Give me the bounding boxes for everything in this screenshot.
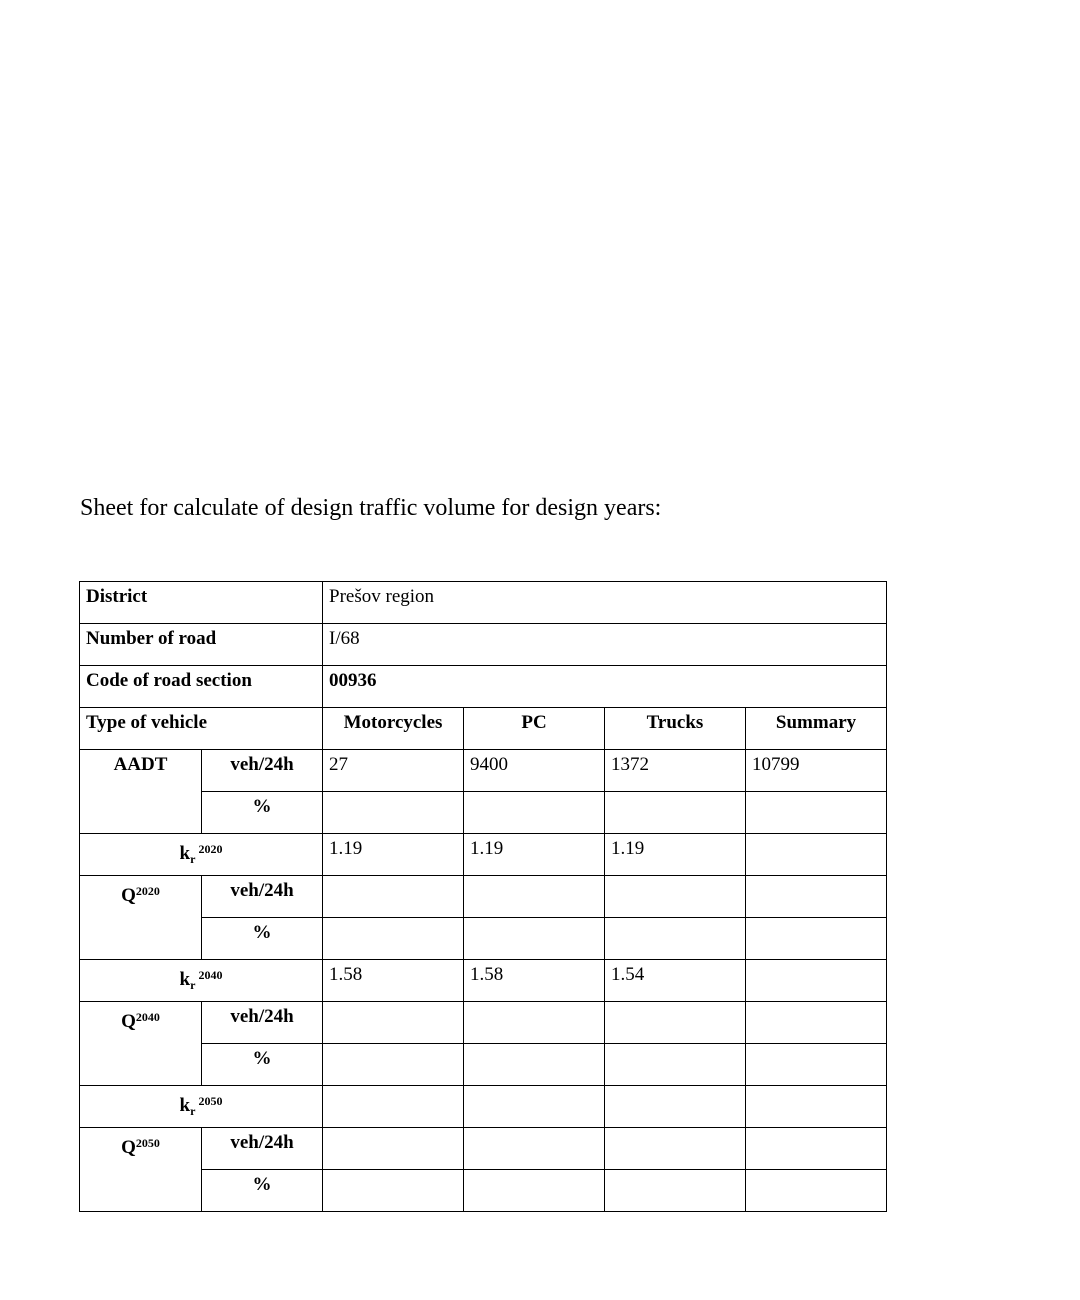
q-2020-veh-pc <box>464 876 605 918</box>
q-2020-pct-pc <box>464 918 605 960</box>
q-2020-label: $Q^{2020}$ <box>80 876 202 960</box>
q-2050-pct-row <box>80 1170 887 1212</box>
unit-veh: veh/24h <box>202 750 323 792</box>
q-2050-label: $Q^{2050}$ <box>80 1128 202 1212</box>
q-2040-veh-motorcycles <box>323 1002 464 1044</box>
district-value: Prešov region <box>323 582 887 624</box>
unit-pct: % <box>202 1044 323 1086</box>
section-code-row <box>80 666 887 708</box>
q-2050-pct-motorcycles <box>323 1170 464 1212</box>
unit-pct: % <box>202 1170 323 1212</box>
q-2040-label: $Q^{2040}$ <box>80 1002 202 1086</box>
q-2040-pct-row <box>80 1044 887 1086</box>
kr-2020-trucks: 1.19 <box>605 834 746 876</box>
kr-2020-summary <box>746 834 887 876</box>
aadt-pct-trucks <box>605 792 746 834</box>
kr-2040-summary <box>746 960 887 1002</box>
q-2020-pct-row <box>80 918 887 960</box>
traffic-volume-table <box>79 581 887 1212</box>
road-number-row <box>80 624 887 666</box>
q-2050-veh-row <box>80 1128 887 1170</box>
q-2040-veh-row <box>80 1002 887 1044</box>
q-2040-veh-pc <box>464 1002 605 1044</box>
district-label: District <box>80 582 323 624</box>
kr-2020-label: $k_r^{2020}$ <box>80 834 323 876</box>
kr-2040-motorcycles: 1.58 <box>323 960 464 1002</box>
aadt-veh-row <box>80 750 887 792</box>
aadt-pct-motorcycles <box>323 792 464 834</box>
q-2040-veh-trucks <box>605 1002 746 1044</box>
q-2050-veh-motorcycles <box>323 1128 464 1170</box>
kr-2050-trucks <box>605 1086 746 1128</box>
aadt-pct-row <box>80 792 887 834</box>
aadt-veh-motorcycles: 27 <box>323 750 464 792</box>
unit-pct: % <box>202 792 323 834</box>
kr-2020-row <box>80 834 887 876</box>
q-2020-veh-row <box>80 876 887 918</box>
aadt-pct-summary <box>746 792 887 834</box>
q-2050-veh-pc <box>464 1128 605 1170</box>
column-header-summary: Summary <box>746 708 887 750</box>
unit-pct: % <box>202 918 323 960</box>
column-header-motorcycles: Motorcycles <box>323 708 464 750</box>
aadt-veh-summary: 10799 <box>746 750 887 792</box>
q-2020-pct-summary <box>746 918 887 960</box>
q-2040-veh-summary <box>746 1002 887 1044</box>
sheet-heading: Sheet for calculate of design traffic volume for design years: <box>80 495 662 521</box>
unit-veh: veh/24h <box>202 1128 323 1170</box>
q-2020-veh-summary <box>746 876 887 918</box>
kr-2040-row <box>80 960 887 1002</box>
q-2050-pct-pc <box>464 1170 605 1212</box>
q-2040-pct-pc <box>464 1044 605 1086</box>
column-header-pc: PC <box>464 708 605 750</box>
q-2040-pct-trucks <box>605 1044 746 1086</box>
kr-2050-row <box>80 1086 887 1128</box>
vehicle-type-label: Type of vehicle <box>80 708 323 750</box>
kr-2050-label: $k_r^{2050}$ <box>80 1086 323 1128</box>
q-2040-pct-summary <box>746 1044 887 1086</box>
kr-2050-motorcycles <box>323 1086 464 1128</box>
q-2020-pct-trucks <box>605 918 746 960</box>
road-number-label: Number of road <box>80 624 323 666</box>
unit-veh: veh/24h <box>202 1002 323 1044</box>
section-code-value: 00936 <box>323 666 887 708</box>
kr-2040-label: $k_r^{2040}$ <box>80 960 323 1002</box>
section-code-label: Code of road section <box>80 666 323 708</box>
kr-2020-motorcycles: 1.19 <box>323 834 464 876</box>
road-number-value: I/68 <box>323 624 887 666</box>
aadt-veh-pc: 9400 <box>464 750 605 792</box>
q-2050-veh-summary <box>746 1128 887 1170</box>
q-2050-pct-trucks <box>605 1170 746 1212</box>
kr-2050-summary <box>746 1086 887 1128</box>
q-2020-veh-trucks <box>605 876 746 918</box>
aadt-veh-trucks: 1372 <box>605 750 746 792</box>
kr-2050-pc <box>464 1086 605 1128</box>
kr-2040-pc: 1.58 <box>464 960 605 1002</box>
aadt-label: AADT <box>80 750 202 834</box>
column-header-trucks: Trucks <box>605 708 746 750</box>
q-2020-pct-motorcycles <box>323 918 464 960</box>
q-2050-veh-trucks <box>605 1128 746 1170</box>
q-2040-pct-motorcycles <box>323 1044 464 1086</box>
unit-veh: veh/24h <box>202 876 323 918</box>
q-2050-pct-summary <box>746 1170 887 1212</box>
district-row <box>80 582 887 624</box>
q-2020-veh-motorcycles <box>323 876 464 918</box>
kr-2020-pc: 1.19 <box>464 834 605 876</box>
aadt-pct-pc <box>464 792 605 834</box>
vehicle-type-header-row <box>80 708 887 750</box>
kr-2040-trucks: 1.54 <box>605 960 746 1002</box>
